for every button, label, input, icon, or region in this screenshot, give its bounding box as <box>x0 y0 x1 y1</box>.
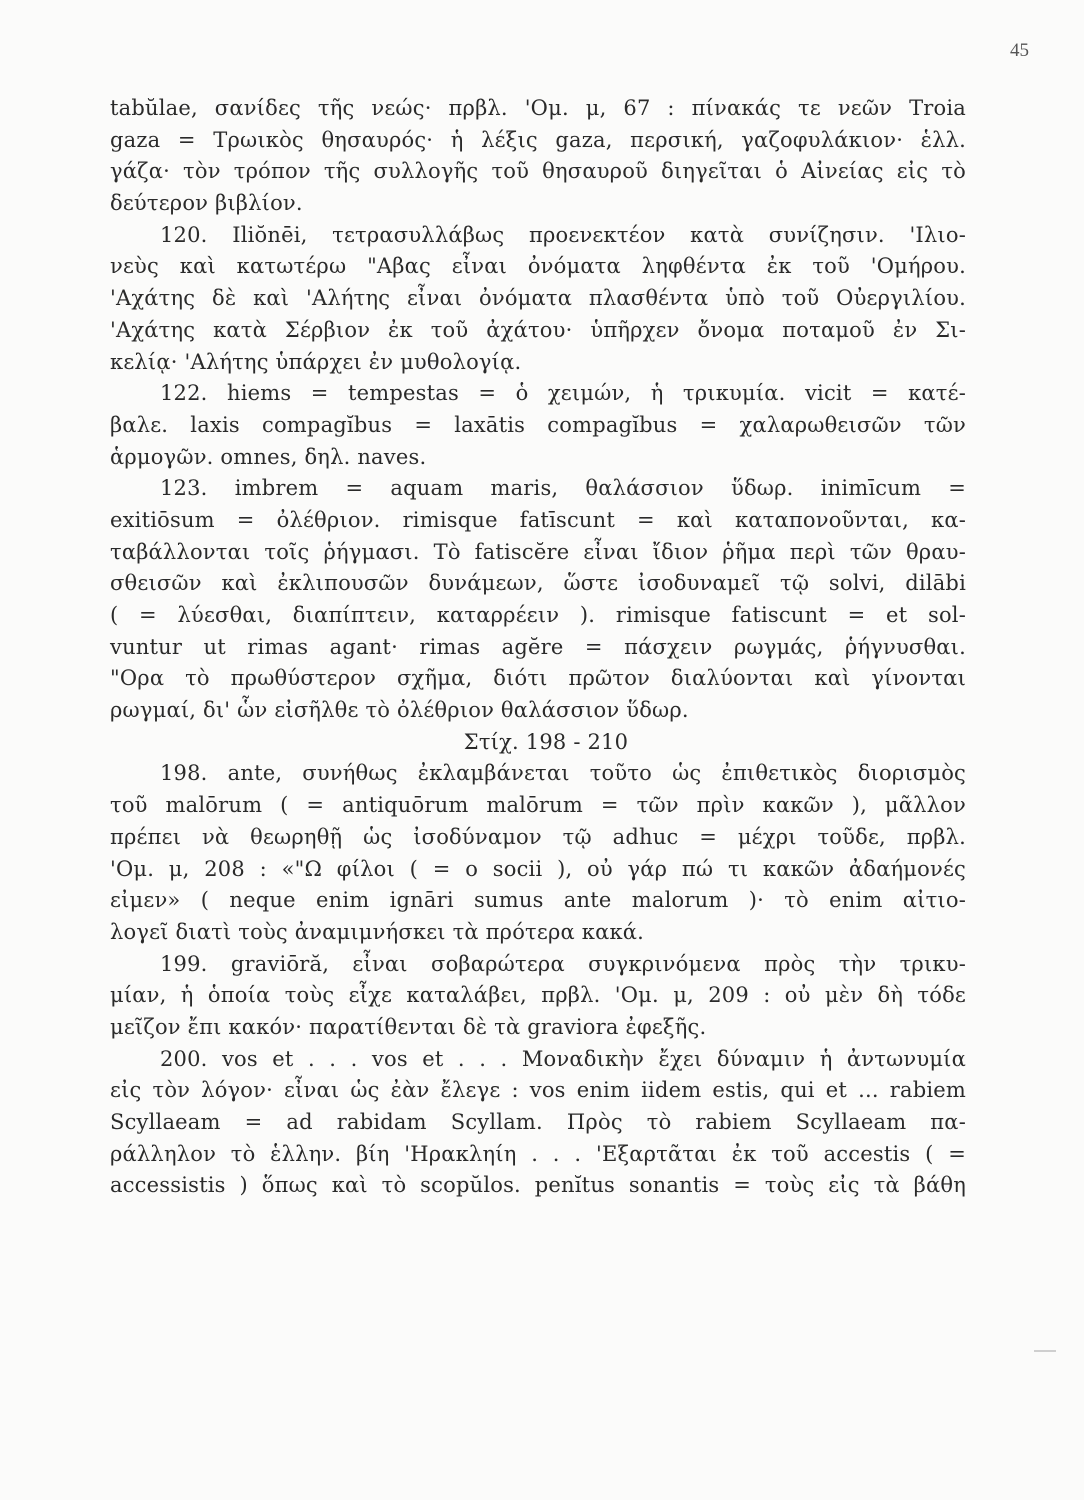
text-line: 199. graviōră, εἶναι σοβαρώτερα συγκρινόμενα πρὸς τὴν τρικυ- <box>160 951 966 976</box>
page-number: 45 <box>1010 40 1029 61</box>
text-line: μεῖζον ἔπι κακόν· παρατίθενται δὲ τὰ graviora ἐφεξῆς. <box>110 1014 707 1039</box>
text-line: τοῦ malōrum ( = antiquōrum malōrum = τῶν πρὶν κακῶν ), μᾶλλον <box>110 793 966 818</box>
text-line: μίαν, ἡ ὁποία τοὺς εἶχε καταλάβει, πρβλ. 'Ομ. μ, 209 : οὐ μὲν δὴ τόδε <box>110 983 966 1008</box>
text-line: σθεισῶν καὶ ἐκλιπουσῶν δυνάμεων, ὥστε ἰσοδυναμεῖ τῷ solvi, dilābi <box>110 571 966 596</box>
text-line: λογεῖ διατὶ τοὺς ἀναμιμνήσκει τὰ πρότερα κακά. <box>110 919 645 944</box>
text-line: κελίᾳ· 'Αλήτης ὑπάρχει ἐν μυθολογίᾳ. <box>110 349 522 374</box>
text-line: 122. hiems = tempestas = ὁ χειμών, ἡ τρικυμία. vicit = κατέ- <box>160 381 966 406</box>
text-line: vuntur ut rimas agant· rimas agĕre = πάσχειν ρωγμάς, ῥήγνυσθαι. <box>110 634 966 659</box>
text-line: ἁρμογῶν. omnes, δηλ. naves. <box>110 444 427 469</box>
text-line: βαλε. laxis compagĭbus = laxātis compagĭbus = χαλαρωθεισῶν τῶν <box>110 412 966 437</box>
text-line: exitiōsum = ὀλέθριον. rimisque fatīscunt = καὶ καταπονοῦνται, κα- <box>110 507 966 532</box>
text-line: ( = λύεσθαι, διαπίπτειν, καταρρέειν ). rimisque fatiscunt = et sol- <box>110 603 966 627</box>
text-line: δεύτερον βιβλίον. <box>110 191 303 216</box>
text-line: 123. imbrem = aquam maris, θαλάσσιον ὕδωρ. inimīcum = <box>160 476 966 501</box>
text-line: Scyllaeam = ad rabidam Scyllam. Πρὸς τὸ rabiem Scyllaeam πα- <box>110 1110 966 1134</box>
text-line: tabŭlae, σανίδες τῆς νεώς· πρβλ. 'Ομ. μ, 67 : πίνακάς τε νεῶν Troia <box>110 96 966 120</box>
text-line: 'Αχάτης δὲ καὶ 'Αλήτης εἶναι ὀνόματα πλασθέντα ὑπὸ τοῦ Οὐεργιλίου. <box>110 286 966 311</box>
text-line: εἰς τὸν λόγον· εἶναι ὡς ἐὰν ἔλεγε : vos enim iidem estis, qui et ... rabiem <box>110 1078 966 1103</box>
commentary-text <box>110 93 966 1202</box>
text-line: gaza = Τρωικὸς θησαυρός· ἡ λέξις gaza, περσική, γαζοφυλάκιον· ἑλλ. <box>110 127 966 152</box>
section-heading: Στίχ. 198 - 210 <box>463 729 629 754</box>
text-line: 120. Iliŏnēi, τετρασυλλάβως προενεκτέον κατὰ συνίζησιν. 'Ιλιο- <box>160 222 966 247</box>
text-line: 'Ομ. μ, 208 : «"Ω φίλοι ( = o socii ), οὐ γάρ πώ τι κακῶν ἀδαήμονές <box>110 856 966 881</box>
text-line: 198. ante, συνήθως ἐκλαμβάνεται τοῦτο ὡς ἐπιθετικὸς διορισμὸς <box>160 761 966 786</box>
text-line: εἰμεν» ( neque enim ignāri sumus ante malorum )· τὸ enim αἰτιο- <box>110 888 966 913</box>
text-line: ράλληλον τὸ ἑλλην. βίη 'Ηρακληίη . . . 'Εξαρτᾶται ἐκ τοῦ accestis ( = <box>110 1141 966 1166</box>
text-line: νεὺς καὶ κατωτέρω "Αβας εἶναι ὀνόματα ληφθέντα ἐκ τοῦ 'Ομήρου. <box>110 254 966 279</box>
text-line: 'Αχάτης κατὰ Σέρβιον ἐκ τοῦ ἀχάτου· ὑπῆρχεν ὄνομα ποταμοῦ ἐν Σι- <box>110 317 966 342</box>
text-line: γάζα· τὸν τρόπον τῆς συλλογῆς τοῦ θησαυροῦ διηγεῖται ὁ Αἰνείας εἰς τὸ <box>110 159 966 184</box>
text-line: accessistis ) ὅπως καὶ τὸ scopŭlos. penĭtus sonantis = τοὺς εἰς τὰ βάθη <box>110 1173 966 1198</box>
text-line: πρέπει νὰ θεωρηθῇ ὡς ἰσοδύναμον τῷ adhuc = μέχρι τοῦδε, πρβλ. <box>110 824 966 849</box>
text-line: ταβάλλονται τοῖς ῥήγμασι. Τὸ fatiscĕre εἶναι ἴδιον ῥῆμα περὶ τῶν θραυ- <box>110 539 966 564</box>
text-line: 200. vos et . . . vos et . . . Μοναδικὴν ἔχει δύναμιν ἡ ἀντωνυμία <box>160 1046 966 1071</box>
page-edge-mark <box>1034 1350 1056 1352</box>
text-line: ρωγμαί, δι' ὧν εἰσῆλθε τὸ ὀλέθριον θαλάσσιον ὕδωρ. <box>110 698 689 723</box>
text-line: "Ορα τὸ πρωθύστερον σχῆμα, διότι πρῶτον διαλύονται καὶ γίνονται <box>110 666 966 691</box>
